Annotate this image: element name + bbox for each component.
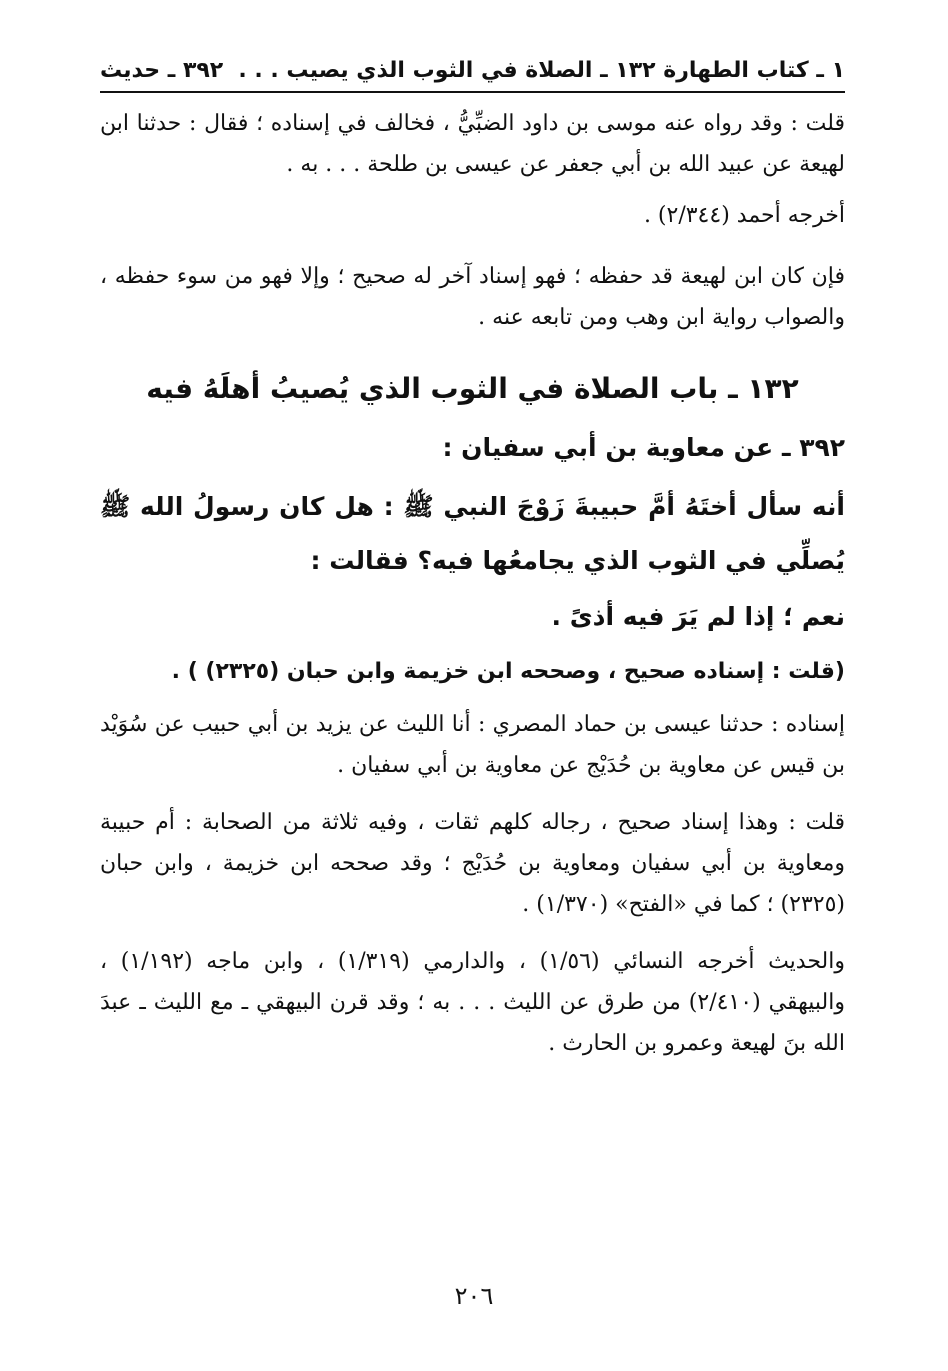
hadith-heading: ٣٩٢ ـ عن معاوية بن أبي سفيان : [442,433,845,462]
takhrij-paragraph: والحديث أخرجه النسائي (١/٥٦) ، والدارمي (١/٣١٩) ، وابن ماجه (١/١٩٢) ، والبيهقي (٢/٤١٠) من طرق عن الليث . . . به ؛ وقد قرن البيهقي ـ مع الليث ـ عبدَ الله بنَ لهيعة وعمرو بن الحارث . [100,949,845,1056]
note-paragraph-2: فإن كان ابن لهيعة قد حفظه ؛ فهو إسناد آخر له صحيح ؛ وإلا فهو من سوء حفظه ، والصواب رواية ابن وهب ومن تابعه عنه . [100,264,845,330]
running-header [100,58,845,93]
header-chapter: ١ ـ كتاب الطهارة ١٣٢ ـ الصلاة في الثوب الذي يصيب . . . [238,58,845,83]
commentary-paragraph: قلت : وهذا إسناد صحيح ، رجاله كلهم ثقات ، وفيه ثلاثة من الصحابة : أم حبيبة ومعاوية بن أبي سفيان ومعاوية بن حُدَيْج ؛ وقد صححه ابن خزيمة ، وابن حبان (٢٣٢٥) ؛ كما في «الفتح» (١/٣٧٠) . [100,810,845,917]
chapter-title: ١٣٢ ـ باب الصلاة في الثوب الذي يُصيبُ أهلَهُ فيه [146,372,799,405]
hadith-answer: نعم ؛ إذا لم يَرَ فيه أذىً . [551,602,845,631]
header-hadith-number: ٣٩٢ ـ حديث [100,58,224,83]
note-paragraph: قلت : وقد رواه عنه موسى بن داود الضبِّيُّ ، فخالف في إسناده ؛ فقال : حدثنا ابن لهيعة عن عبيد الله بن أبي جعفر عن عيسى بن طلحة . . . به . [100,111,845,177]
page-number: ٢٠٦ [454,1282,494,1310]
ahmad-reference: أخرجه أحمد (٢/٣٤٤) . [643,203,845,228]
book-page [100,58,845,1064]
hadith-grade: (قلت : إسناده صحيح ، وصححه ابن خزيمة وابن حبان (٢٣٢٥) ) . [171,659,845,684]
isnad-paragraph: إسناده : حدثنا عيسى بن حماد المصري : أنا الليث عن يزيد بن أبي حبيب عن سُوَيْد بن قيس عن معاوية بن حُدَيْج عن معاوية بن أبي سفيان . [100,712,845,778]
hadith-text: أنه سأل أختَهُ أمَّ حبيبةَ زَوْجَ النبي ﷺ : هل كان رسولُ الله ﷺ يُصلِّي في الثوب الذي يجامعُها فيه؟ فقالت : [100,492,845,575]
